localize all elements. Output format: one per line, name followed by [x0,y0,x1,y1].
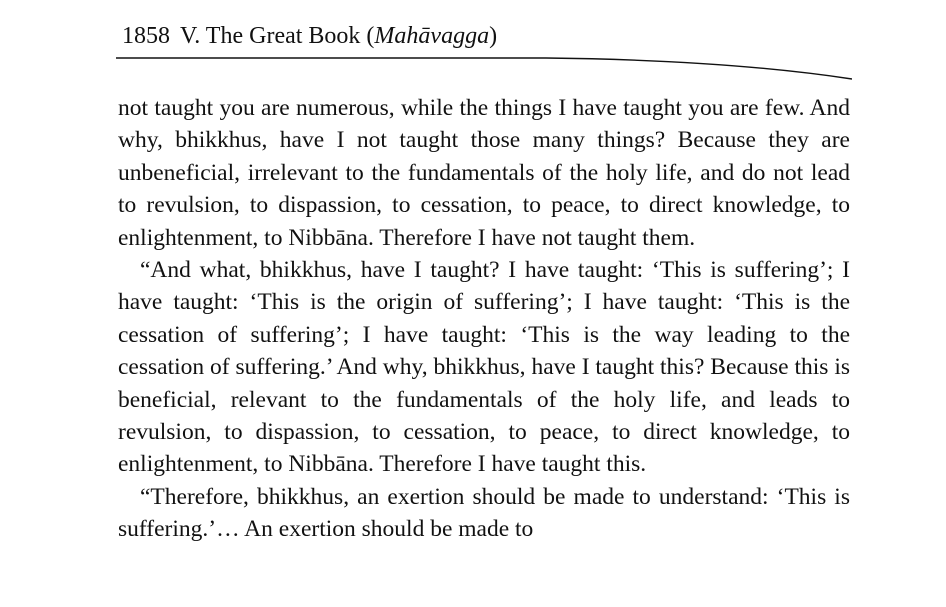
header-title-suffix: ) [489,23,498,49]
running-header [122,24,497,48]
header-rule [116,54,852,84]
header-title-italic: Mahāvagga [374,23,490,49]
page-number: 1858 [122,23,170,49]
paragraph: “Therefore, bhikkhus, an exertion should be made to understand: ‘This is suffering.’… An exertion should be made to [118,483,850,543]
paragraph: not taught you are numerous, while the things I have taught you are few. And why, bhikkhus, have I not taught those many things? Because they are unbeneficial, irrelevant to the fundamentals of the holy life, and do not lead to revulsion, to dispassion, to cessation, to peace, to direct knowledge, to enlightenment, to Nibbāna. Therefore I have not taught them. [118,95,850,251]
header-title-prefix: V. The Great Book ( [180,23,375,49]
body-text [118,92,850,546]
paragraph: “And what, bhikkhus, have I taught? I have taught: ‘This is suffering’; I have taught: ‘This is the origin of suffering’; I have taught: ‘This is the cessation of suffering’; I have taught: ‘This is the way leading to the cessation of suffering.’ And why, bhikkhus, have I taught this? Because this is beneficial, relevant to the fundamentals of the holy life, and leads to revulsion, to dispassion, to cessation, to peace, to direct knowledge, to enlightenment, to Nibbāna. Therefore I have taught this. [118,257,850,478]
